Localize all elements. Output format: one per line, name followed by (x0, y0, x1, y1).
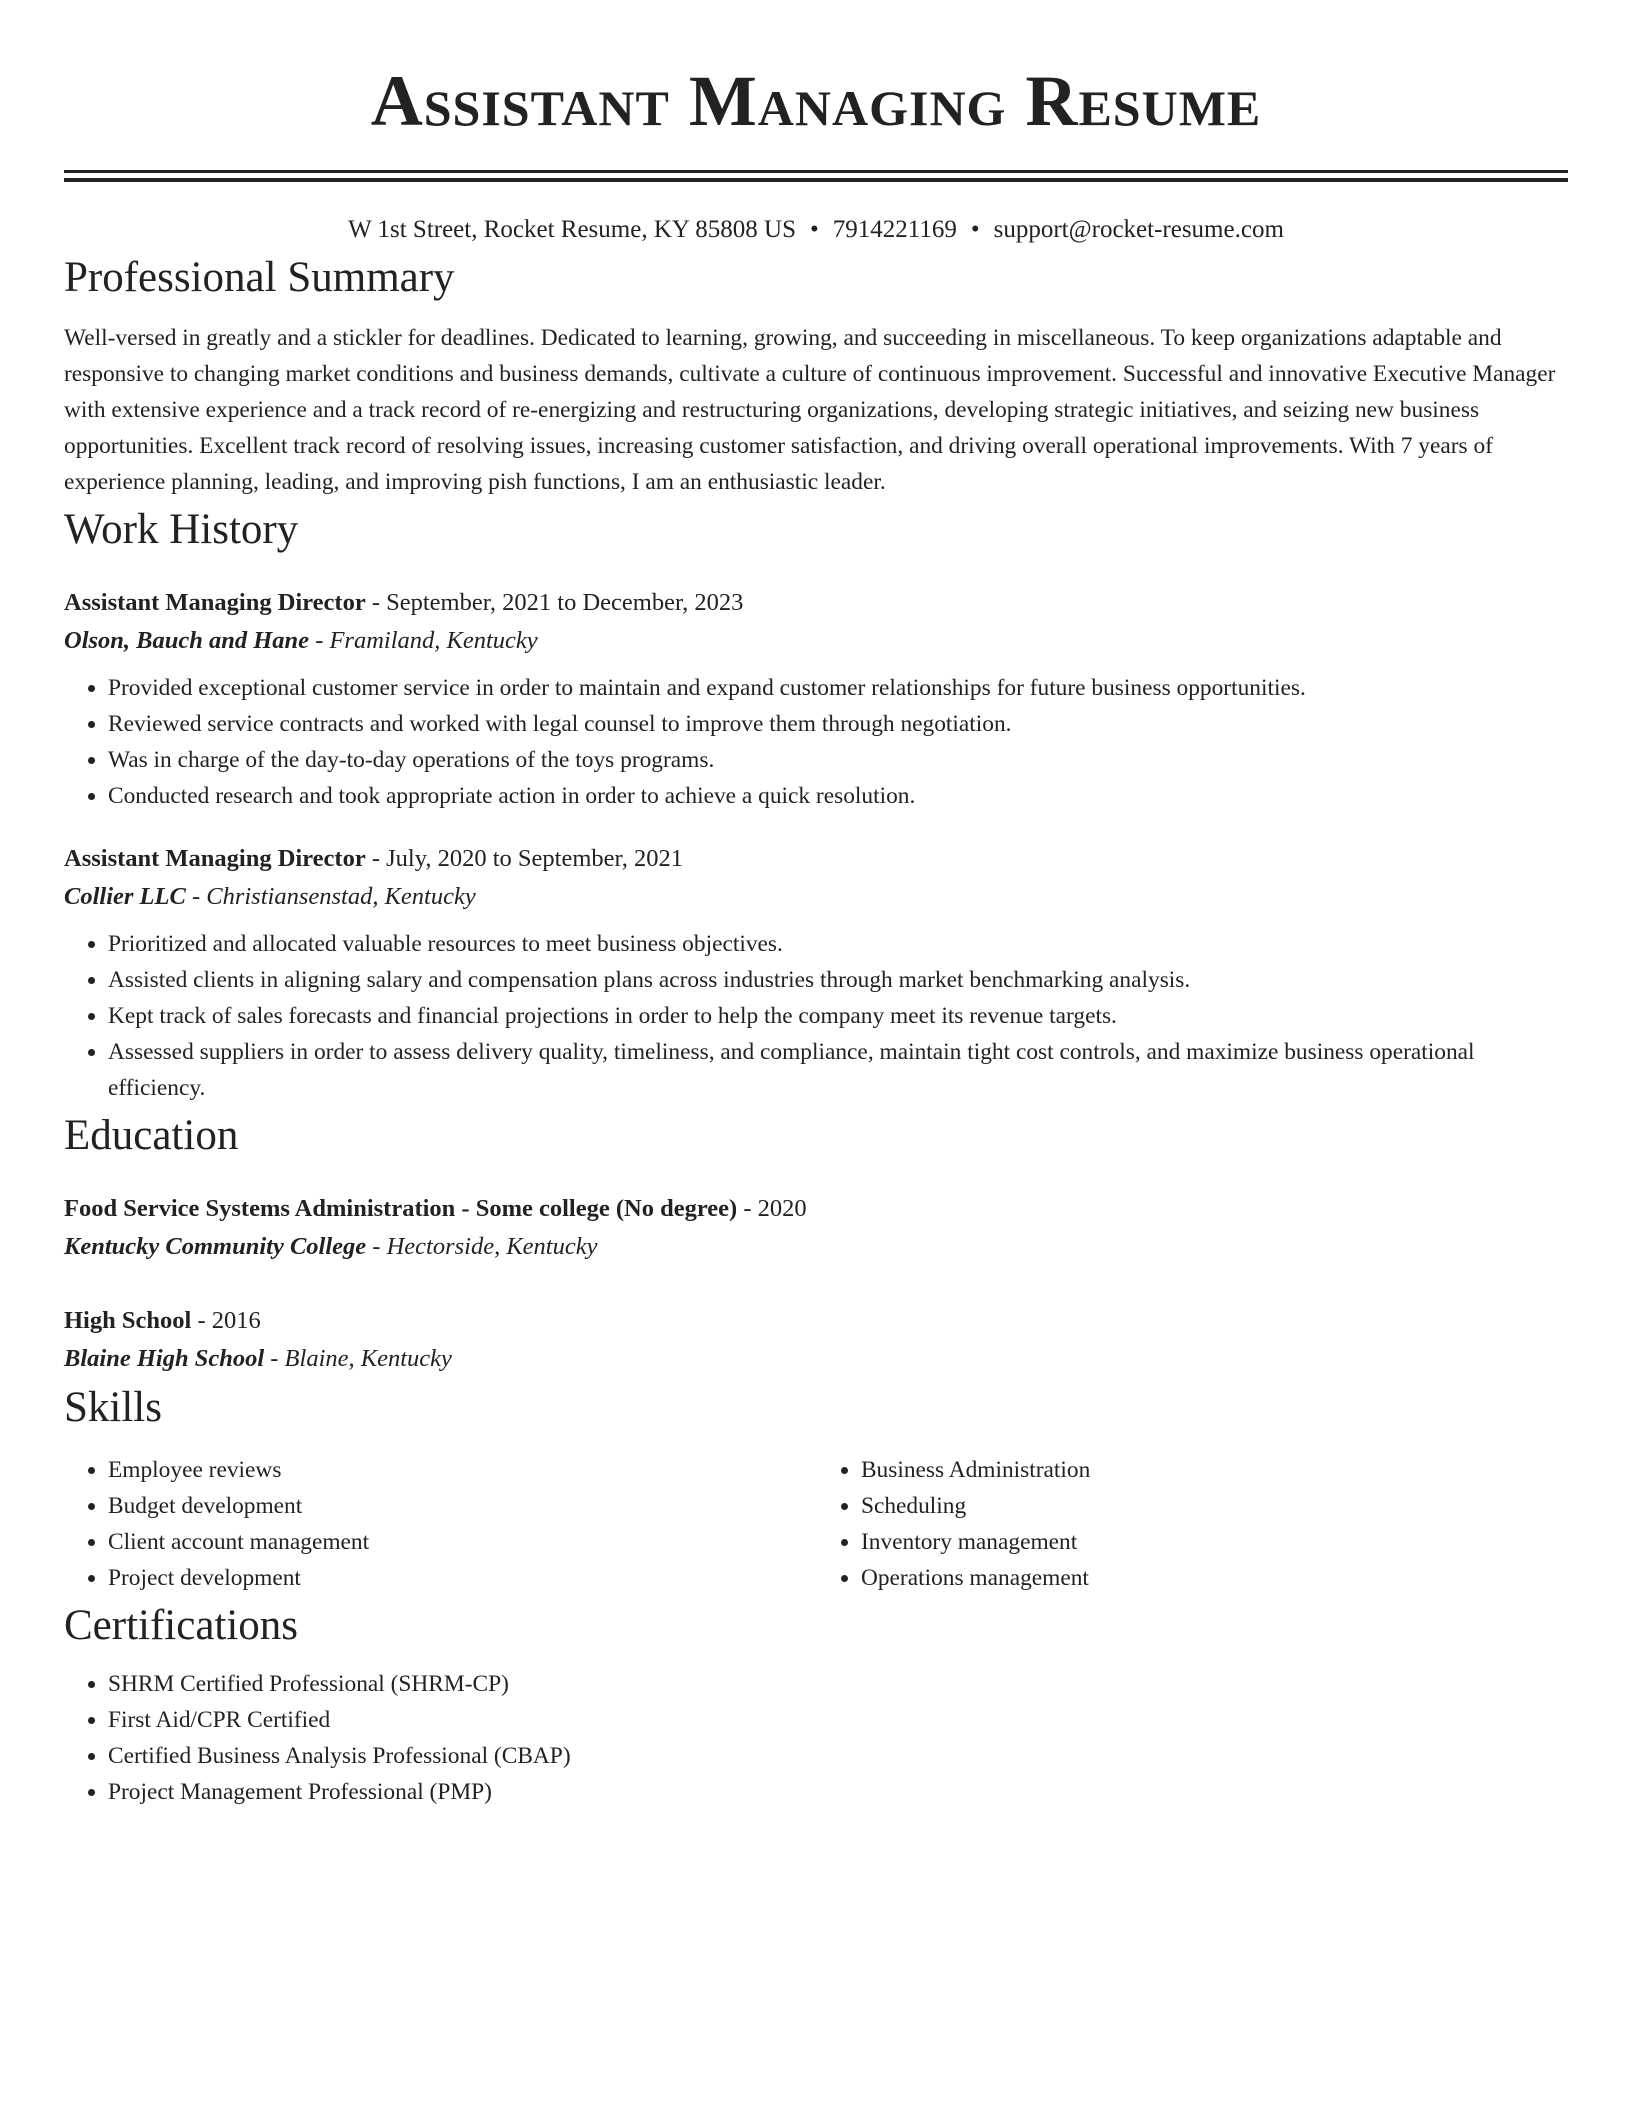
certification-item: • SHRM Certified Professional (SHRM-CP) (108, 1666, 1568, 1702)
skill-item: • Project development (108, 1560, 817, 1596)
education-entry (64, 1190, 1568, 1266)
job-bullet: • Assisted clients in aligning salary and compensation plans across industries through market benchmarking analysis. (108, 962, 1568, 998)
skill-item: • Employee reviews (108, 1452, 817, 1488)
skill-item: • Client account management (108, 1524, 817, 1560)
address-text: W 1st Street, Rocket Resume, KY 85808 US (348, 216, 796, 243)
certification-item: • First Aid/CPR Certified (108, 1702, 1568, 1738)
skill-item: • Inventory management (861, 1524, 1568, 1560)
job-entry (64, 840, 1568, 1106)
bullet-separator: • (809, 216, 819, 243)
job-dates: - September, 2021 to December, 2023 (365, 589, 744, 616)
degree-year: - 2020 (737, 1195, 807, 1222)
skills-columns (64, 1452, 1568, 1596)
skills-heading: Skills (64, 1384, 162, 1431)
job-company-line (64, 622, 1568, 660)
school-line (64, 1340, 1568, 1378)
school-location: - Hectorside, Kentucky (366, 1233, 598, 1260)
school-name: Blaine High School (64, 1345, 265, 1372)
bullet-separator: • (970, 216, 980, 243)
job-company: Collier LLC (64, 883, 186, 910)
job-location: - Framiland, Kentucky (309, 627, 538, 654)
email-text: support@rocket-resume.com (993, 216, 1284, 243)
degree-line (64, 1190, 1568, 1228)
certification-item: • Certified Business Analysis Professional (CBAP) (108, 1738, 1568, 1774)
job-title: Assistant Managing Director (64, 589, 366, 616)
skills-list-left (64, 1452, 817, 1596)
job-bullet: • Prioritized and allocated valuable resources to meet business objectives. (108, 926, 1568, 962)
degree-line (64, 1302, 1568, 1340)
job-location: - Christiansenstad, Kentucky (185, 883, 476, 910)
certification-item: • Project Management Professional (PMP) (108, 1774, 1568, 1810)
contact-line (64, 212, 1568, 248)
job-title-line (64, 840, 1568, 878)
school-name: Kentucky Community College (64, 1233, 367, 1260)
job-dates: - July, 2020 to September, 2021 (365, 845, 683, 872)
summary-heading: Professional Summary (64, 254, 455, 301)
school-location: - Blaine, Kentucky (264, 1345, 452, 1372)
job-bullet: • Provided exceptional customer service in order to maintain and expand customer relationships for future business opportunities. (108, 670, 1568, 706)
skill-item: • Budget development (108, 1488, 817, 1524)
job-bullet-list (64, 670, 1568, 814)
work-history-heading: Work History (64, 506, 299, 553)
skill-item: • Scheduling (861, 1488, 1568, 1524)
school-line (64, 1228, 1568, 1266)
education-entry (64, 1302, 1568, 1378)
certifications-heading: Certifications (64, 1602, 299, 1649)
degree-name: Food Service Systems Administration - Some college (No degree) (64, 1195, 738, 1222)
skills-list-right (817, 1452, 1568, 1596)
phone-text: 7914221169 (832, 216, 957, 243)
job-company: Olson, Bauch and Hane (64, 627, 310, 654)
job-bullet: • Was in charge of the day-to-day operations of the toys programs. (108, 742, 1568, 778)
job-bullet: • Kept track of sales forecasts and financial projections in order to help the company meet its revenue targets. (108, 998, 1568, 1034)
certifications-list (64, 1666, 1568, 1810)
education-heading: Education (64, 1112, 239, 1159)
summary-text: Well-versed in greatly and a stickler for deadlines. Dedicated to learning, growing, and succeeding in miscellaneous. To keep organizations adaptable and responsive to changing market conditions and business demands, cultivate a culture of continuous improvement. Successful and innovative Executive Manager with extensive experience and a track record of re-energizing and restructuring organizations, developing strategic initiatives, and seizing new business opportunities. Excellent track record of resolving issues, increasing customer satisfaction, and driving overall operational improvements. With 7 years of experience planning, leading, and improving pish functions, I am an enthusiastic leader. (64, 325, 1556, 495)
job-company-line (64, 878, 1568, 916)
title-divider (64, 170, 1568, 182)
job-title-line (64, 584, 1568, 622)
skill-item: • Operations management (861, 1560, 1568, 1596)
job-bullet-list (64, 926, 1568, 1106)
skill-item: • Business Administration (861, 1452, 1568, 1488)
degree-year: - 2016 (191, 1307, 261, 1334)
job-bullet: • Assessed suppliers in order to assess delivery quality, timeliness, and compliance, maintain tight cost controls, and maximize business operational efficiency. (108, 1034, 1568, 1106)
job-bullet: • Conducted research and took appropriate action in order to achieve a quick resolution. (108, 778, 1568, 814)
degree-name: High School (64, 1307, 192, 1334)
job-title: Assistant Managing Director (64, 845, 366, 872)
job-entry (64, 584, 1568, 814)
resume-title: Assistant Managing Resume (370, 61, 1262, 141)
job-bullet: • Reviewed service contracts and worked with legal counsel to improve them through negotiation. (108, 706, 1568, 742)
